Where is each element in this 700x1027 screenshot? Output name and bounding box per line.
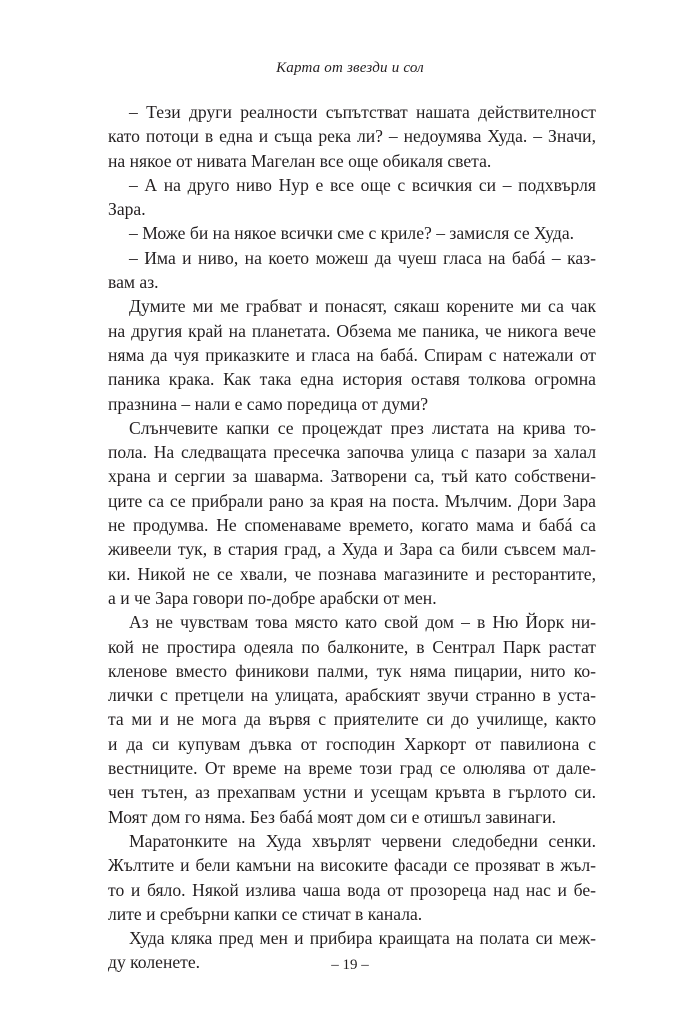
- paragraph: [108, 294, 596, 415]
- text-line: Худа кляка пред мен и прибира краищата на полата си меж-: [129, 928, 596, 949]
- text-line: вам аз.: [108, 272, 159, 293]
- text-line: лите и сребърни капки се стичат в канала.: [108, 903, 423, 924]
- paragraph: [108, 829, 596, 926]
- paragraph: [108, 610, 596, 829]
- text-line: – Има и ниво, на което можеш да чуеш гласа на бабá – каз-: [129, 247, 596, 268]
- text-line: на някое от нивата Магелан все още обикаля света.: [108, 150, 492, 171]
- page-number: – 19 –: [331, 957, 369, 973]
- text-line: Жълтите и бели камъни на високите фасади се прозяват в жъл-: [108, 855, 596, 876]
- text-line: лички с претцели на улицата, арабският звучи странно в уста-: [108, 685, 596, 706]
- text-line: Слънчевите капки се процеждат през листата на крива то-: [129, 417, 596, 438]
- text-line: Зара.: [108, 199, 146, 220]
- text-line: а и че Зара говори по-добре арабски от мен.: [108, 587, 437, 608]
- paragraph: [108, 100, 596, 173]
- text-line: Маратонките на Худа хвърлят червени следобедни сенки.: [129, 830, 596, 851]
- text-line: Аз не чувствам това място като свой дом – в Ню Йорк ни-: [129, 612, 596, 633]
- text-line: не продумва. Не споменаваме времето, когато мама и бабá са: [108, 515, 596, 536]
- text-line: няма да чуя приказките и гласа на бабá. Спирам с натежали от: [108, 344, 596, 365]
- text-line: – А на друго ниво Нур е все още с всичкия си – подхвърля: [129, 174, 596, 195]
- text-line: вестниците. От време на време този град се олюлява от дале-: [108, 758, 596, 779]
- text-line: пола. На следващата пресечка започва улица с пазари за халал: [108, 442, 596, 463]
- text-line: ду коленете.: [108, 952, 201, 973]
- text-line: – Тези други реалности съпътстват нашата действителност: [129, 102, 596, 122]
- text-line: на другия край на планетата. Обзема ме паника, че никога вече: [108, 320, 596, 341]
- running-header: Карта от звезди и сол: [276, 60, 424, 76]
- text-line: чен тътен, аз прехапвам устни и усещам кръвта в гърлото си.: [108, 782, 596, 803]
- text-line: то и бяло. Някой излива чаша вода от прозореца над нас и бе-: [108, 879, 596, 900]
- text-line: празнина – нали е само поредица от думи?: [108, 393, 429, 414]
- paragraph: [108, 173, 596, 222]
- paragraph: [108, 246, 596, 295]
- text-line: и да си купувам дъвка от господин Харкорт от павилиона с: [108, 733, 596, 754]
- text-line: Моят дом го няма. Без бабá моят дом си е отишъл завинаги.: [108, 806, 557, 827]
- text-line: ки. Никой не се хвали, че познава магазините и ресторантите,: [108, 563, 596, 584]
- text-line: като потоци в една и съща река ли? – недоумява Худа. – Значи,: [108, 126, 596, 147]
- text-line: храна и сергии за шаварма. Затворени са, тъй като собствени-: [108, 466, 596, 487]
- paragraph: [108, 221, 596, 245]
- text-line: – Може би на някое всички сме с криле? – замисля се Худа.: [129, 223, 575, 244]
- text-line: та ми и не мога да вървя с приятелите си до училище, както: [108, 709, 596, 730]
- text-line: Думите ми ме грабват и понасят, сякаш корените ми са чак: [129, 296, 596, 317]
- paragraph: [108, 416, 596, 610]
- text-line: кой не простира одеяла по балконите, в Сентрал Парк растат: [108, 636, 596, 657]
- text-line: паника крака. Как така една история оставя толкова огромна: [108, 369, 596, 390]
- text-line: кленове вместо финикови палми, тук няма пицарии, нито ко-: [108, 660, 596, 681]
- text-line: живеели тук, в стария град, а Худа и Зара са били съвсем мал-: [108, 539, 596, 560]
- text-line: ците са се прибрали рано за края на поста. Мълчим. Дори Зара: [108, 490, 596, 511]
- body-text: [108, 100, 596, 975]
